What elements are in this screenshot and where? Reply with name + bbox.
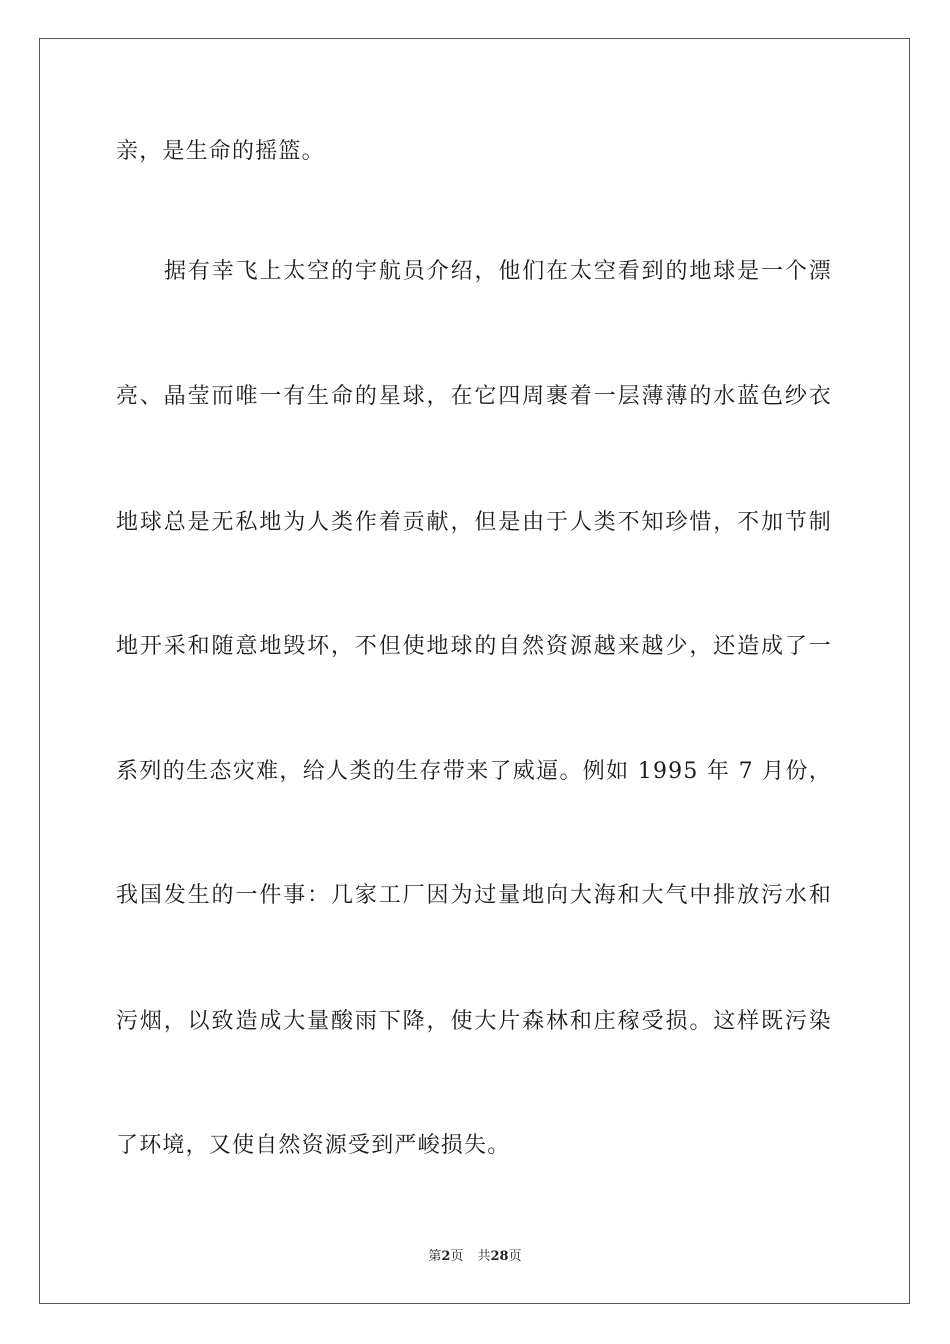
text-line-1: 亲，是生命的摇篮。 — [116, 139, 325, 164]
text-line-4: 地球总是无私地为人类作着贡献，但是由于人类不知珍惜，不加节制 — [116, 510, 832, 535]
footer-page-total: 28 — [490, 1249, 509, 1264]
text-line-9: 了环境，又使自然资源受到严峻损失。 — [116, 1133, 511, 1158]
page-footer — [0, 1248, 950, 1266]
page-frame — [39, 38, 910, 1304]
footer-page-prefix: 第 — [428, 1249, 442, 1264]
footer-total-unit: 页 — [508, 1249, 522, 1264]
text-line-8: 污烟，以致造成大量酸雨下降，使大片森林和庄稼受损。这样既污染 — [116, 1009, 832, 1034]
text-line-2: 据有幸飞上太空的宇航员介绍，他们在太空看到的地球是一个漂 — [164, 259, 832, 284]
footer-total-prefix: 共 — [477, 1249, 491, 1264]
text-line-6: 系列的生态灾难，给人类的生存带来了威逼。例如 1995 年 7 月份， — [116, 759, 832, 784]
footer-page-unit: 页 — [450, 1249, 464, 1264]
text-line-7: 我国发生的一件事：几家工厂因为过量地向大海和大气中排放污水和 — [116, 883, 832, 908]
text-line-5: 地开采和随意地毁坏，不但使地球的自然资源越来越少，还造成了一 — [116, 634, 832, 659]
text-line-3: 亮、晶莹而唯一有生命的星球，在它四周裹着一层薄薄的水蓝色纱衣 — [116, 384, 832, 409]
footer-page-current: 2 — [441, 1249, 451, 1264]
